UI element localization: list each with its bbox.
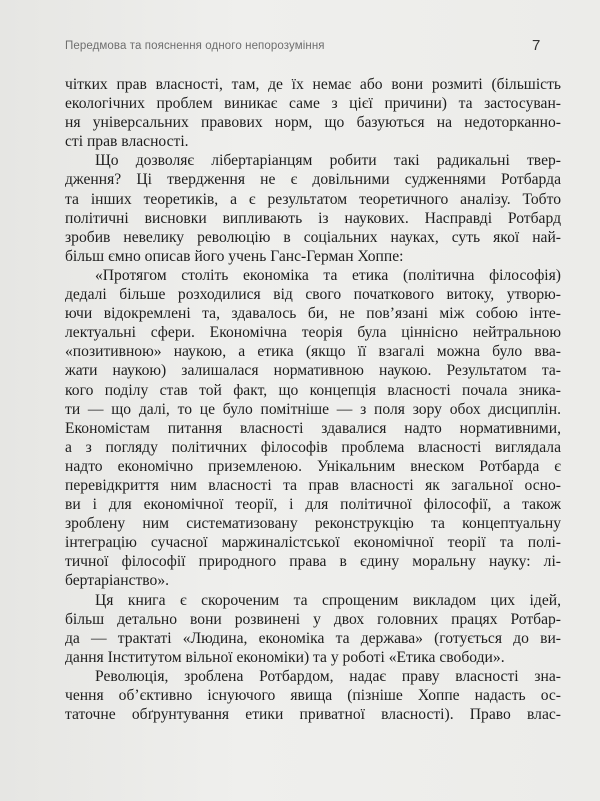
paragraph	[65, 266, 561, 591]
text-line: Економістам питання власності здавалися надто нормативними,	[65, 419, 561, 437]
text-line: інтеграцію сучасної маржиналістської економічної теорії та полі-	[65, 534, 561, 552]
text-line: Що дозволяє лібертаріанцям робити такі радикальні твер-	[95, 152, 561, 170]
paragraph	[65, 151, 561, 266]
text-line: дедалі більше розходилися від свого початкового витоку, утворю-	[65, 286, 561, 304]
text-line: Революція, зроблена Ротбардом, надає праву власності зна-	[95, 667, 561, 685]
page-number: 7	[532, 37, 541, 54]
text-line: «Протягом століть економіка та етика (політична філософія)	[95, 266, 561, 284]
text-line: більш ємно описав його учень Ганс-Герман Хоппе:	[65, 247, 404, 265]
text-line: ючи відокремлені та, здавалось би, не пов’язані між собою інте-	[65, 305, 561, 323]
text-line: перевідкриття ним власності та прав власності як загальної осно-	[65, 476, 561, 494]
body-text	[65, 75, 561, 724]
paragraph	[65, 75, 561, 151]
text-line: жати наукою) залишалася нормативною наукою. Результатом та-	[65, 362, 561, 380]
paragraph	[65, 591, 561, 667]
text-line: більш детально вони розвинені у двох головних працях Ротбар-	[65, 610, 561, 628]
text-line: надто економічно приземленою. Унікальним внеском Ротбарда є	[65, 457, 561, 475]
text-line: а з погляду політичних філософів проблема власності виглядала	[65, 438, 561, 456]
text-line: чення об’єктивно існуючого явища (пізніше Хоппе надасть ос-	[65, 687, 561, 704]
text-line: чітких прав власності, там, де їх немає або вони розмиті (більшість	[65, 76, 561, 93]
text-line: політичні висновки випливають із наукових. Насправді Ротбард	[65, 209, 561, 227]
running-header-title: Передмова та пояснення одного непорозуміння	[65, 40, 325, 52]
text-line: та інших теоретиків, а є результатом теоретичного аналізу. Тобто	[65, 190, 561, 208]
text-line: кого поділу став той факт, що концепція власності почала зника-	[65, 381, 561, 399]
text-line: «позитивною» наукою, а етика (якщо її взагалі можна було вва-	[65, 343, 561, 361]
text-line: Ця книга є скороченим та спрощеним викладом цих ідей,	[95, 591, 561, 609]
text-line: тичної філософії природного права в єдину моральну науку: лі-	[65, 553, 561, 571]
text-line: лектуальні сфери. Економічна теорія була ціннісно нейтральною	[65, 324, 561, 342]
text-line: зробив невелику революцію в соціальних науках, суть якої най-	[65, 228, 561, 246]
paragraph	[65, 667, 561, 724]
text-line: сті прав власності.	[65, 133, 189, 151]
text-line: да — трактаті «Людина, економіка та держава» (готується до ви-	[65, 629, 561, 647]
text-line: дання Інститутом вільної економіки) та у роботі «Етика свободи».	[65, 648, 505, 666]
text-line: ня універсальних правових норм, що базуються на недоторканно-	[65, 114, 561, 132]
text-line: ви і для економічної теорії, і для політичної філософії, а також	[65, 496, 561, 514]
text-line: таточне обґрунтування етики приватної власності). Право влас-	[65, 706, 561, 724]
text-line: ти — що далі, то це було помітніше — з поля зору обох дисциплін.	[65, 400, 561, 418]
text-line: дження? Ці твердження не є довільними судженнями Ротбарда	[65, 171, 561, 189]
text-line: зроблену ним систематизовану реконструкцію та концептуальну	[65, 515, 561, 533]
text-line: бертаріанство».	[65, 572, 170, 590]
text-line: екологічних проблем виникає саме з цієї причини) та застосуван-	[65, 95, 561, 113]
